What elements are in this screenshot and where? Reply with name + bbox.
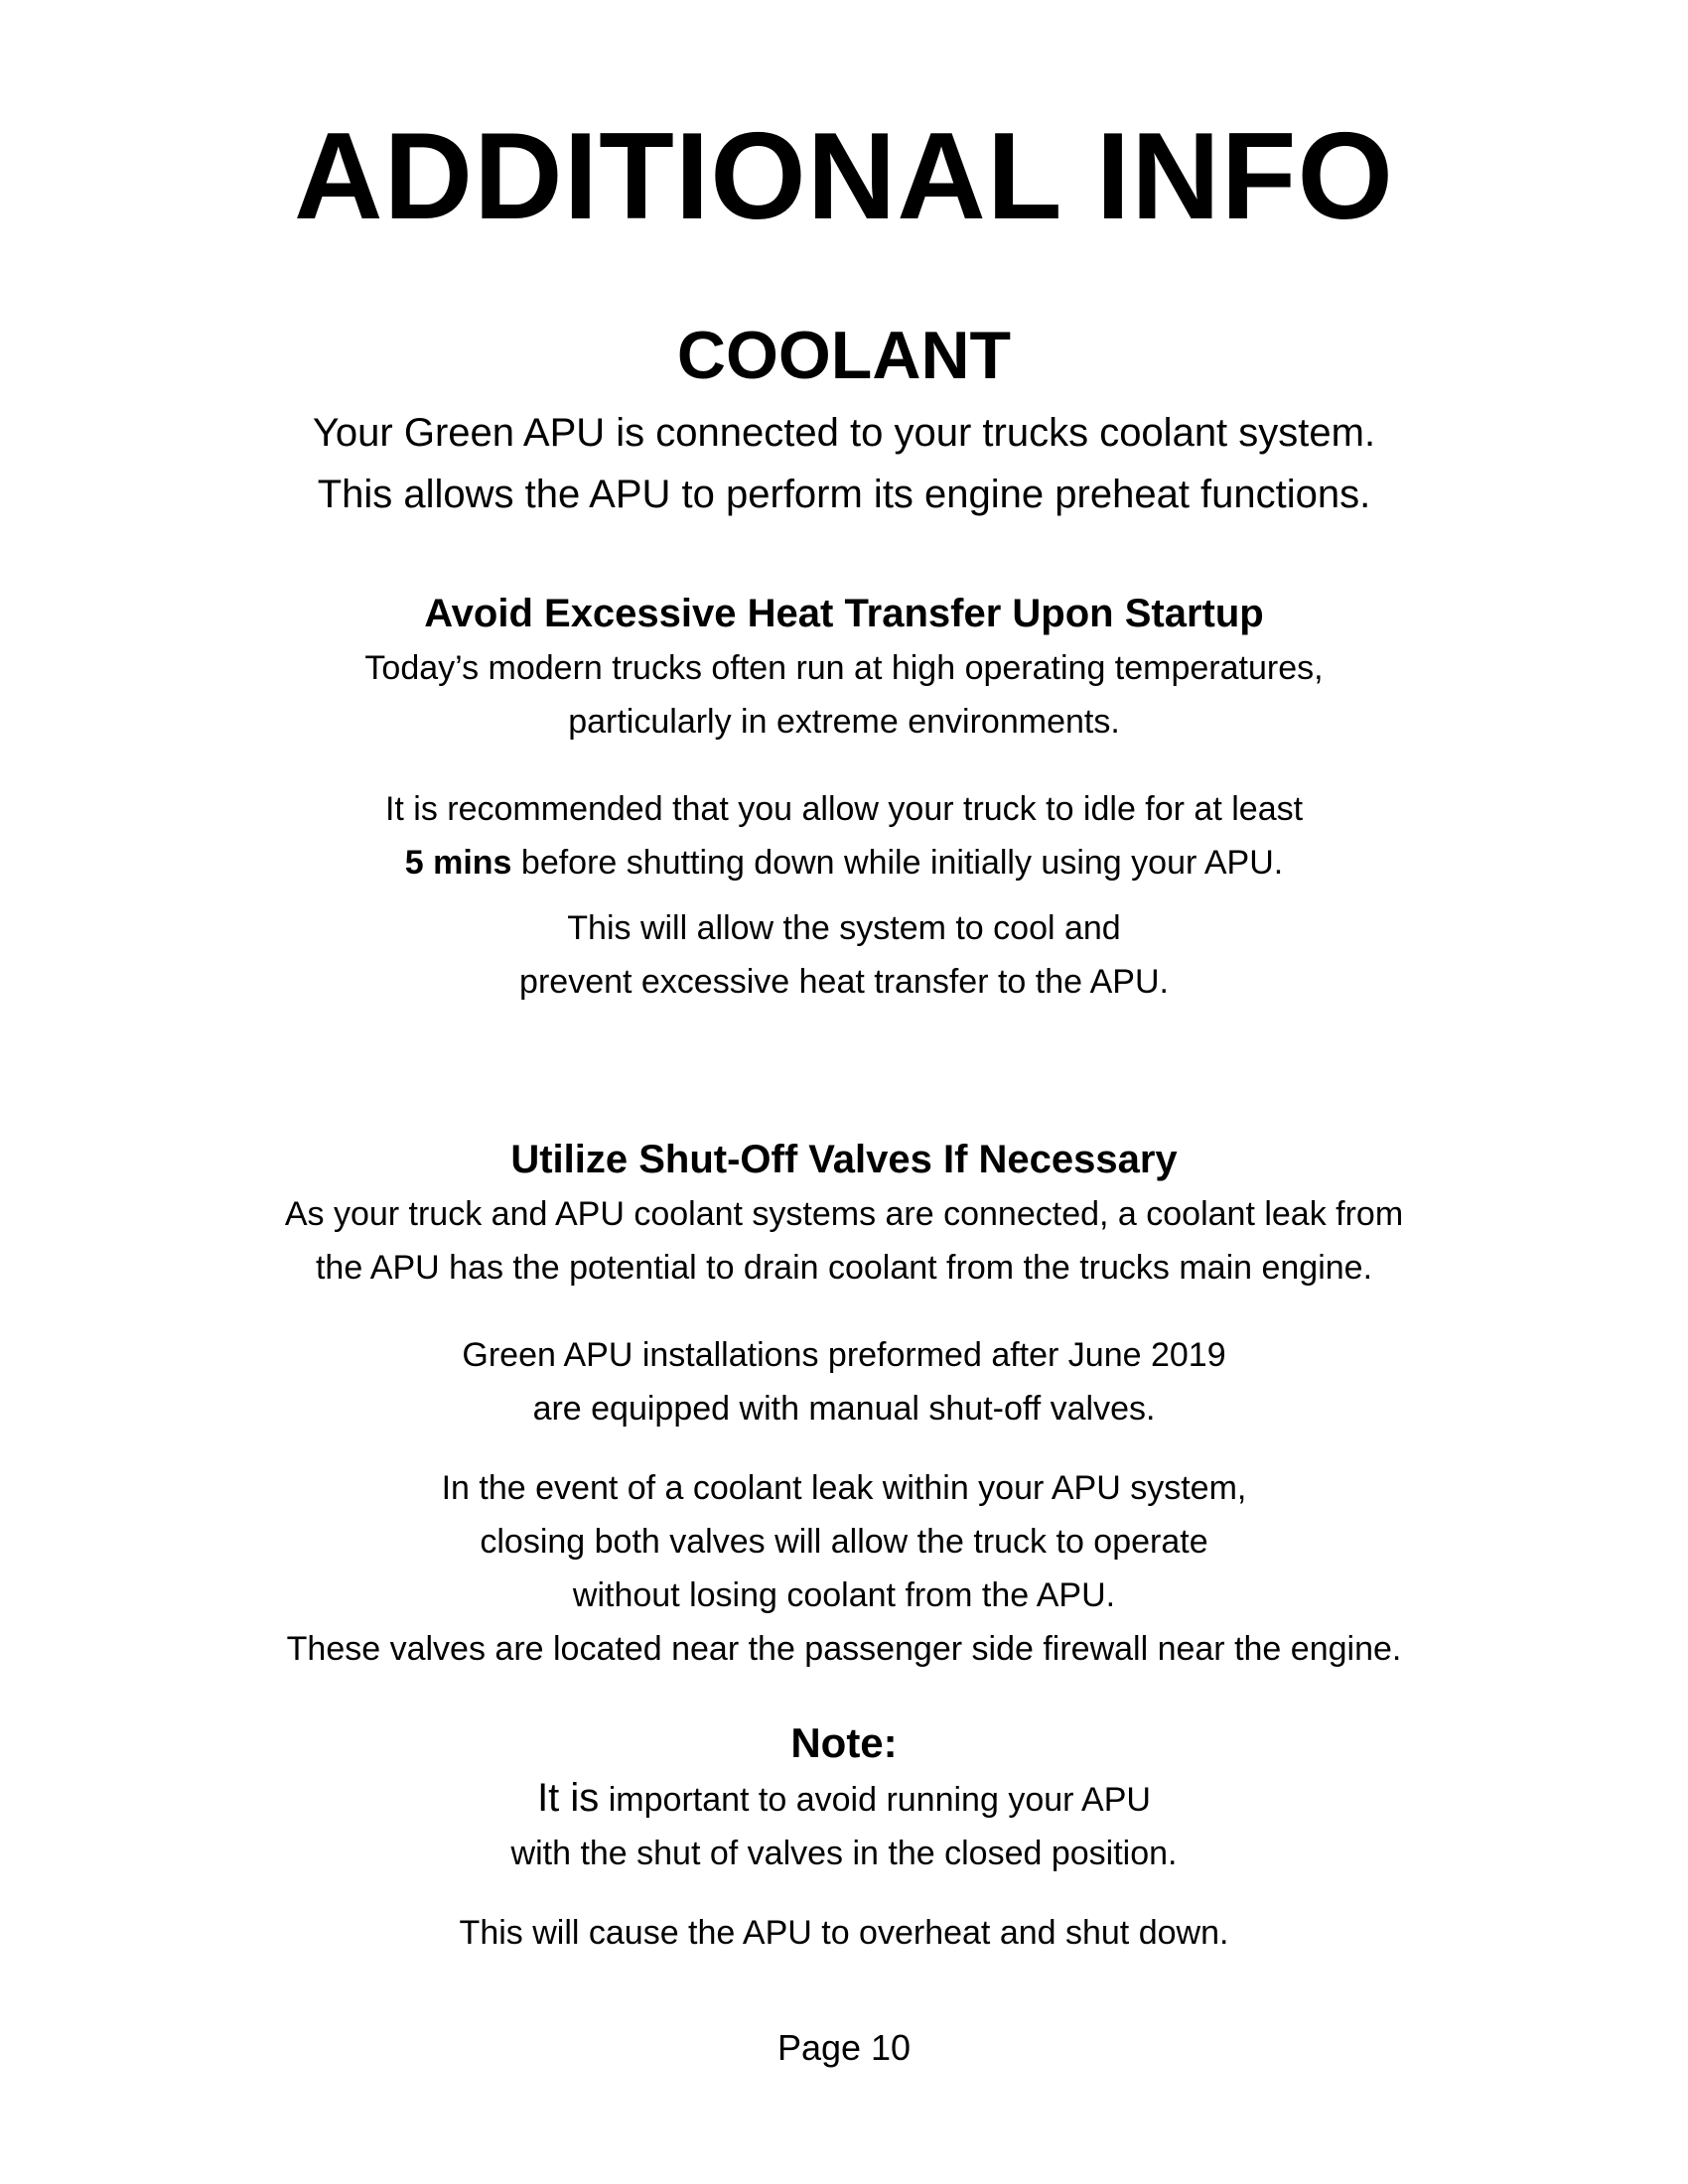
heat-transfer-text: Today’s modern trucks often run at high operating temperatures, (364, 649, 1324, 687)
valves-installation (0, 1328, 1688, 1435)
note-text: with the shut of valves in the closed position. (510, 1835, 1178, 1872)
intro-paragraph (0, 402, 1688, 525)
valves-text: Green APU installations preformed after June 2019 (462, 1336, 1226, 1374)
note-emphasis: It is (537, 1776, 600, 1820)
heat-transfer-heading: Avoid Excessive Heat Transfer Upon Startup (424, 592, 1264, 635)
heat-transfer-text: particularly in extreme environments. (568, 703, 1120, 741)
cooling-text: This will allow the system to cool and (567, 909, 1121, 947)
note-warning (0, 1906, 1688, 1960)
valves-text: are equipped with manual shut-off valves. (532, 1390, 1156, 1428)
valves-text: As your truck and APU coolant systems are connected, a coolant leak from (284, 1195, 1404, 1233)
idle-duration: 5 mins (404, 844, 512, 882)
valves-text: without losing coolant from the APU. (572, 1576, 1116, 1614)
page-title: ADDITIONAL INFO (294, 108, 1394, 245)
valves-leak-instructions (0, 1461, 1688, 1676)
valves-text: In the event of a coolant leak within your APU system, (441, 1469, 1247, 1507)
idle-text (0, 836, 1688, 889)
valves-text: the APU has the potential to drain coolant from the trucks main engine. (315, 1249, 1373, 1287)
valves-heading: Utilize Shut-Off Valves If Necessary (510, 1138, 1178, 1181)
note-text-rest: important to avoid running your APU (599, 1781, 1151, 1819)
note-heading: Note: (790, 1719, 898, 1766)
intro-line: Your Green APU is connected to your trucks coolant system. (312, 411, 1376, 455)
heat-transfer-section (0, 586, 1688, 749)
note-section (0, 1715, 1688, 1880)
cooling-explanation (0, 901, 1688, 1009)
idle-recommendation (0, 782, 1688, 889)
page-number: Page 10 (776, 2027, 912, 2068)
idle-text: It is recommended that you allow your truck to idle for at least (384, 790, 1304, 828)
valves-text: These valves are located near the passenger side firewall near the engine. (286, 1630, 1402, 1668)
idle-text-rest: before shutting down while initially using your APU. (511, 844, 1284, 882)
intro-line: This allows the APU to perform its engine preheat functions. (317, 473, 1371, 516)
valves-section (0, 1132, 1688, 1295)
note-text (0, 1771, 1688, 1827)
section-title: COOLANT (676, 318, 1012, 393)
note-warning-text: This will cause the APU to overheat and shut down. (459, 1914, 1229, 1952)
valves-text: closing both valves will allow the truck to operate (480, 1523, 1208, 1561)
cooling-text: prevent excessive heat transfer to the APU. (519, 963, 1169, 1001)
